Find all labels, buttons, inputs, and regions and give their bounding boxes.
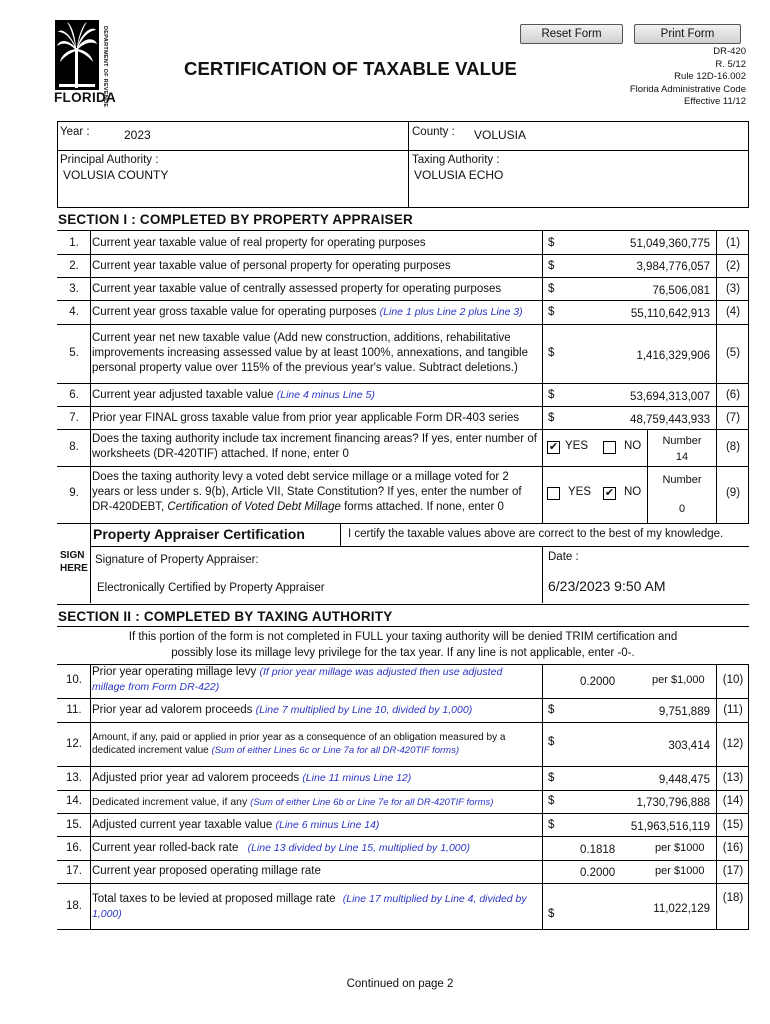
florida-logo-text: FLORIDA: [54, 90, 117, 105]
row-10-text: Prior year operating millage levy: [92, 666, 257, 678]
row-4-note: (Line 1 plus Line 2 plus Line 3): [379, 306, 523, 318]
date-label: Date :: [548, 551, 579, 563]
row-13-note: (Line 11 minus Line 12): [302, 772, 412, 784]
row-number-2: 2.: [69, 260, 79, 272]
appraiser-certification-text: I certify the taxable values above are correct to the best of my knowledge.: [348, 528, 724, 540]
row-9-line-number: (9): [725, 487, 741, 499]
row-8-description: Does the taxing authority include tax increment financing areas? If yes, enter number of worksheets (DR-420TIF) attached. If none, enter 0: [92, 433, 537, 460]
row-13-amount[interactable]: 9,448,475: [658, 774, 710, 786]
form-revision: R. 5/12: [715, 58, 746, 70]
principal-authority-label: Principal Authority :: [60, 154, 159, 166]
row-1-amount[interactable]: 51,049,360,775: [630, 238, 710, 250]
row-9-text-end: forms attached. If none, enter 0: [340, 501, 504, 513]
page-title: CERTIFICATION OF TAXABLE VALUE: [184, 58, 517, 79]
row-number-6: 6.: [69, 389, 79, 401]
form-rule: Rule 12D-16.002: [674, 71, 746, 83]
row-14-text: Dedicated increment value, if any: [92, 796, 248, 808]
row-10-description: [92, 665, 532, 695]
row-5-amount[interactable]: 1,416,329,906: [636, 350, 710, 362]
section-2-notice: [58, 629, 748, 661]
row-14-line-number: (14): [722, 795, 744, 807]
row-18-description: [92, 892, 537, 922]
row-number-12: 12.: [66, 738, 82, 750]
row-3-line-number: (3): [725, 283, 741, 295]
row-12-note: (Sum of either Lines 6c or Line 7a for all DR-420TIF forms): [211, 745, 459, 756]
row-8-number-label: Number: [662, 435, 702, 447]
dollar-sign: $: [548, 736, 555, 748]
row-15-amount[interactable]: 51,963,516,119: [630, 821, 710, 833]
row-13-text: Adjusted prior year ad valorem proceeds: [92, 772, 300, 784]
year-label: Year :: [60, 126, 90, 138]
reset-form-button[interactable]: Reset Form: [520, 24, 623, 44]
form-code: Florida Administrative Code: [629, 83, 746, 95]
dollar-sign: $: [548, 347, 555, 359]
row-number-9: 9.: [69, 487, 79, 499]
row-7-line-number: (7): [725, 412, 741, 424]
row-8-no-checkbox[interactable]: [603, 441, 616, 454]
row-11-description: [92, 703, 472, 718]
row-number-18: 18.: [66, 900, 82, 912]
row-18-note: (Line 17 multiplied by Line 4, divided by 1,000): [92, 893, 527, 920]
row-9-number-label: Number: [662, 474, 702, 486]
row-7-amount[interactable]: 48,759,443,933: [630, 414, 710, 426]
form-number: DR-420: [713, 46, 746, 57]
row-8-number-field[interactable]: 14: [675, 451, 689, 463]
dollar-sign: $: [548, 704, 555, 716]
row-number-10: 10.: [66, 674, 82, 686]
row-10-line-number: (10): [722, 674, 744, 686]
row-number-16: 16.: [66, 842, 82, 854]
row-15-note: (Line 6 minus Line 14): [275, 819, 380, 831]
row-16-line-number: (16): [722, 842, 744, 854]
row-17-unit: per $1000: [655, 865, 705, 877]
row-10-unit: per $1,000: [652, 674, 705, 686]
row-6-text: Current year adjusted taxable value: [92, 389, 274, 401]
row-number-13: 13.: [66, 772, 82, 784]
row-18-line-number: (18): [722, 892, 744, 904]
signature-field[interactable]: Electronically Certified by Property Appraiser: [97, 582, 325, 594]
dollar-sign: $: [548, 260, 555, 272]
print-form-button[interactable]: Print Form: [634, 24, 741, 44]
row-12-text: Amount, if any, paid or applied in prior year as a consequence of an obligation measured by a dedicated increment value: [92, 732, 506, 756]
section-2-heading: SECTION II : COMPLETED BY TAXING AUTHORITY: [58, 609, 393, 624]
row-15-description: [92, 818, 379, 833]
signature-label: Signature of Property Appraiser:: [95, 554, 259, 566]
dollar-sign: $: [548, 412, 555, 424]
row-1-description: Current year taxable value of real property for operating purposes: [92, 237, 426, 249]
sign-text: SIGN: [60, 550, 85, 561]
row-13-line-number: (13): [722, 772, 744, 784]
row-18-text: Total taxes to be levied at proposed millage rate: [92, 893, 336, 905]
row-11-line-number: (11): [723, 704, 743, 716]
row-9-text: Does the taxing authority levy a voted debt service millage or a millage voted for 2 years or less under s. 9(b), Article VII, State Constitution? If yes, enter the number of DR-420DEBT,: [92, 471, 522, 513]
county-label: County :: [412, 126, 455, 138]
row-6-amount[interactable]: 53,694,313,007: [630, 391, 710, 403]
row-9-no-checkbox[interactable]: ✔: [604, 487, 615, 499]
row-11-text: Prior year ad valorem proceeds: [92, 704, 253, 716]
row-6-description: [92, 388, 375, 403]
date-field[interactable]: 6/23/2023 9:50 AM: [548, 578, 666, 594]
row-15-text: Adjusted current year taxable value: [92, 819, 273, 831]
department-of-revenue-text: DEPARTMENT OF REVENUE: [102, 26, 108, 108]
row-6-note: (Line 4 minus Line 5): [276, 389, 375, 401]
dollar-sign: $: [548, 283, 555, 295]
row-9-italic-text: Certification of Voted Debt Millage: [167, 501, 341, 513]
form-identifier: [630, 46, 746, 109]
row-15-line-number: (15): [722, 819, 744, 831]
dollar-sign: $: [548, 819, 555, 831]
row-number-15: 15.: [66, 819, 82, 831]
principal-authority-field[interactable]: VOLUSIA COUNTY: [63, 168, 169, 182]
row-12-description: [92, 731, 537, 757]
year-field[interactable]: 2023: [124, 128, 151, 142]
row-9-description: [92, 470, 537, 515]
row-8-line-number: (8): [725, 441, 741, 453]
row-3-amount[interactable]: 76,506,081: [652, 285, 710, 297]
dollar-sign: $: [548, 389, 555, 401]
row-9-no-label: NO: [624, 486, 642, 498]
row-4-description: [92, 305, 523, 320]
header-box: [57, 121, 749, 208]
dollar-sign: $: [548, 795, 555, 807]
row-9-yes-checkbox[interactable]: [547, 487, 560, 500]
continued-on-page-2: Continued on page 2: [346, 978, 454, 990]
row-3-description: Current year taxable value of centrally assessed property for operating purposes: [92, 283, 502, 295]
form-effective: Effective 11/12: [684, 96, 746, 108]
row-number-3: 3.: [69, 283, 79, 295]
row-14-description: [92, 795, 493, 810]
dollar-sign: $: [548, 306, 555, 318]
row-13-description: [92, 771, 411, 786]
row-14-note: (Sum of either Line 6b or Line 7e for all DR-420TIF forms): [250, 797, 494, 808]
row-number-5: 5.: [69, 347, 79, 359]
row-number-14: 14.: [66, 795, 82, 807]
row-5-line-number: (5): [725, 347, 741, 359]
row-11-amount[interactable]: 9,751,889: [658, 706, 710, 718]
row-16-note: (Line 13 divided by Line 15, multiplied by 1,000): [247, 842, 470, 854]
row-2-description: Current year taxable value of personal property for operating purposes: [92, 260, 451, 272]
row-5-description: Current year net new taxable value (Add new construction, additions, rehabilitative improvements increasing assessed value by at least 100%, annexations, and tangible personal property value over 115% of the previous year's value. Subtract deletions.): [92, 332, 528, 374]
sign-here-marker: [60, 549, 88, 575]
row-number-8: 8.: [69, 441, 79, 453]
row-17-description: Current year proposed operating millage rate: [92, 865, 321, 877]
row-8-yes-checkbox[interactable]: ✔: [548, 441, 559, 453]
row-2-amount[interactable]: 3,984,776,057: [636, 261, 710, 273]
row-number-1: 1.: [69, 237, 79, 249]
row-16-description: [92, 841, 470, 856]
row-7-description: Prior year FINAL gross taxable value from prior year applicable Form DR-403 series: [92, 412, 520, 424]
row-12-amount[interactable]: 303,414: [668, 740, 710, 752]
section-1-heading: SECTION I : COMPLETED BY PROPERTY APPRAISER: [58, 212, 413, 227]
row-4-text: Current year gross taxable value for operating purposes: [92, 306, 377, 318]
row-14-amount[interactable]: 1,730,796,888: [636, 797, 710, 809]
dollar-sign: $: [548, 772, 555, 784]
row-17-line-number: (17): [722, 865, 744, 877]
row-12-line-number: (12): [722, 738, 744, 750]
row-1-line-number: (1): [725, 237, 741, 249]
row-16-text: Current year rolled-back rate: [92, 842, 239, 854]
row-4-amount[interactable]: 55,110,642,913: [630, 308, 710, 320]
row-number-7: 7.: [69, 412, 79, 424]
row-16-rate[interactable]: 0.1818: [580, 844, 616, 856]
row-number-11: 11.: [66, 704, 82, 716]
row-number-4: 4.: [69, 306, 79, 318]
row-9-number-field[interactable]: 0: [678, 503, 686, 515]
appraiser-certification-title: Property Appraiser Certification: [93, 526, 305, 542]
row-2-line-number: (2): [725, 260, 741, 272]
row-8-yes-label: YES: [565, 440, 589, 452]
row-4-line-number: (4): [725, 306, 741, 318]
notice-line-2: possibly lose its millage levy privilege for the tax year. If any line is not applicable, enter -0-.: [171, 647, 635, 659]
row-8-no-label: NO: [624, 440, 642, 452]
row-10-rate[interactable]: 0.2000: [580, 676, 616, 688]
row-11-note: (Line 7 multiplied by Line 10, divided by 1,000): [255, 704, 473, 716]
dollar-sign: $: [548, 237, 555, 249]
taxing-authority-field[interactable]: VOLUSIA ECHO: [414, 168, 504, 182]
row-16-unit: per $1000: [655, 842, 705, 854]
county-field[interactable]: VOLUSIA: [474, 128, 527, 142]
row-number-17: 17.: [66, 865, 82, 877]
row-17-rate[interactable]: 0.2000: [580, 867, 616, 879]
dollar-sign: $: [548, 908, 555, 920]
row-18-amount[interactable]: 11,022,129: [653, 903, 710, 915]
taxing-authority-label: Taxing Authority :: [412, 154, 500, 166]
notice-line-1: If this portion of the form is not completed in FULL your taxing authority will be denied TRIM certification and: [128, 631, 678, 643]
here-text: HERE: [60, 563, 88, 574]
row-6-line-number: (6): [725, 389, 741, 401]
row-9-yes-label: YES: [568, 486, 592, 498]
row-10-note: (If prior year millage was adjusted then use adjusted millage from Form DR-422): [92, 666, 503, 693]
